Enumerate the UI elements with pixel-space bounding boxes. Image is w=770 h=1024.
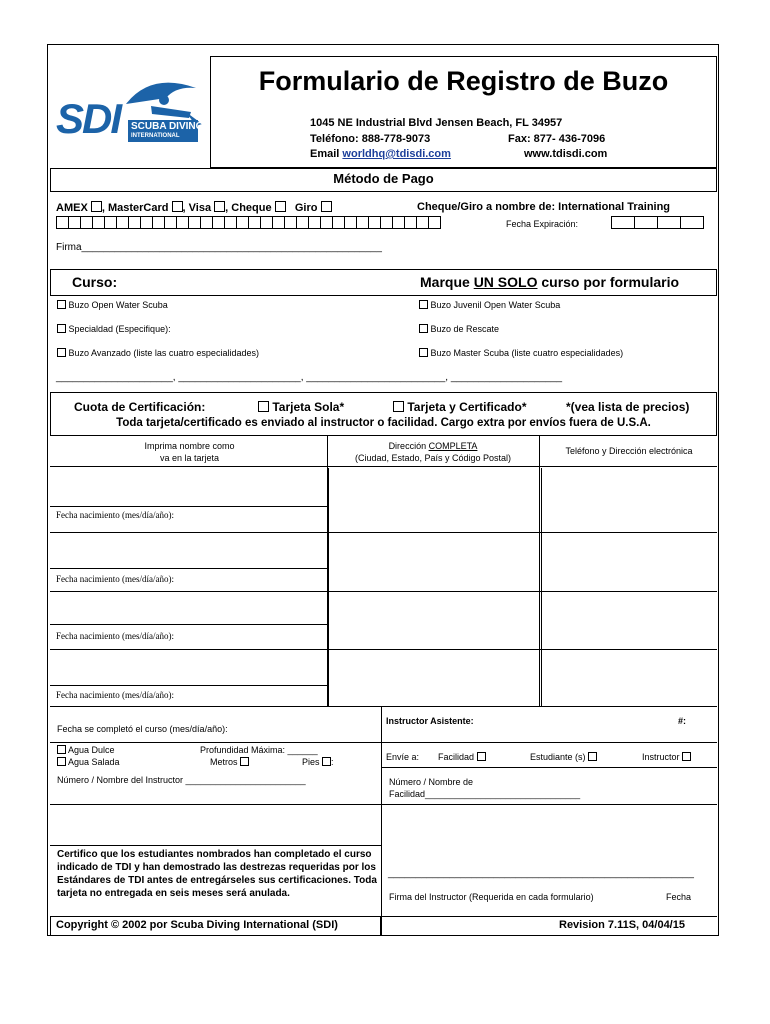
birth-date-label[interactable]: Fecha nacimiento (mes/día/año):: [56, 690, 174, 700]
feet-option[interactable]: Pies :: [302, 757, 334, 767]
max-depth[interactable]: Profundidad Máxima: ______: [200, 745, 318, 755]
signature-date-label: Fecha: [666, 892, 692, 902]
meters-option[interactable]: Metros: [210, 757, 249, 767]
option-junior-open-water[interactable]: Buzo Juvenil Open Water Scuba: [419, 300, 560, 310]
option-card-only[interactable]: Tarjeta Sola*: [258, 400, 344, 414]
giro-checkbox[interactable]: [321, 201, 332, 212]
sdi-logo: [56, 76, 204, 148]
birth-date-label[interactable]: Fecha nacimiento (mes/día/año):: [56, 574, 174, 584]
table-header-address: Dirección COMPLETA (Ciudad, Estado, País y Código Postal): [354, 441, 512, 463]
option-advanced[interactable]: Buzo Avanzado (liste las cuatro especialidades): [57, 348, 259, 358]
instructor-signature-label: Firma del Instructor (Requerida en cada formulario): [389, 892, 594, 902]
send-instructor[interactable]: Instructor: [642, 752, 691, 762]
payment-title: Método de Pago: [333, 171, 434, 186]
logo-badge: [128, 120, 204, 142]
salt-water-checkbox[interactable]: [57, 757, 66, 766]
send-student-checkbox[interactable]: [588, 752, 597, 761]
cheque-label: , Cheque: [225, 202, 272, 214]
master-checkbox[interactable]: [419, 348, 428, 357]
email-link[interactable]: worldhq@tdisdi.com: [342, 148, 451, 160]
card-only-checkbox[interactable]: [258, 401, 269, 412]
mastercard-checkbox[interactable]: [172, 201, 183, 212]
website: www.tdisdi.com: [524, 148, 608, 160]
course-label: Curso:: [72, 274, 118, 290]
logo-subtitle: SCUBA DIVING: [131, 121, 204, 132]
logo-letters: SDI: [56, 95, 121, 142]
cheque-checkbox[interactable]: [275, 201, 286, 212]
assistant-number[interactable]: #:: [678, 716, 687, 726]
card-number-cells[interactable]: [57, 216, 441, 229]
completion-date[interactable]: Fecha se completó el curso (mes/día/año):: [57, 724, 228, 734]
copyright: Copyright © 2002 por Scuba Diving International (SDI): [56, 919, 338, 931]
specialty-checkbox[interactable]: [57, 324, 66, 333]
instructor-number[interactable]: Número / Nombre del Instructor ________________________: [57, 775, 306, 785]
mastercard-label: , MasterCard: [101, 202, 169, 214]
junior-open-water-checkbox[interactable]: [419, 300, 428, 309]
option-specialty[interactable]: Specialdad (Especifique):: [57, 324, 171, 334]
table-header-name: Imprima nombre como va en la tarjeta: [144, 441, 235, 463]
instructor-signature-line[interactable]: _______________________________________________________: [388, 868, 694, 879]
revision: Revision 7.11S, 04/04/15: [559, 919, 685, 931]
giro-label: Giro: [294, 202, 318, 214]
card-cert-checkbox[interactable]: [393, 401, 404, 412]
payment-methods: [56, 201, 332, 214]
meters-checkbox[interactable]: [240, 757, 249, 766]
logo-subtitle-2: INTERNATIONAL: [131, 133, 180, 139]
send-facility[interactable]: Facilidad: [438, 752, 486, 762]
option-rescue[interactable]: Buzo de Rescate: [419, 324, 499, 334]
feet-checkbox[interactable]: [322, 757, 331, 766]
fax: Fax: 877- 436-7096: [508, 133, 606, 145]
signature-line[interactable]: Firma______________________________________________________: [56, 242, 382, 253]
table-header-contact: Teléfono y Dirección electrónica: [565, 446, 693, 456]
option-card-cert[interactable]: Tarjeta y Certificado*: [393, 400, 527, 414]
phone: Teléfono: 888-778-9073: [310, 133, 431, 145]
table-divider-2: [539, 436, 540, 706]
fresh-water-checkbox[interactable]: [57, 745, 66, 754]
course-instruction: Marque UN SOLO curso por formulario: [420, 274, 680, 290]
salt-water-option[interactable]: Agua Salada: [57, 757, 120, 767]
page-title: Formulario de Registro de Buzo: [258, 66, 669, 96]
send-instructor-checkbox[interactable]: [682, 752, 691, 761]
expiration-cells[interactable]: [612, 216, 704, 229]
address: 1045 NE Industrial Blvd Jensen Beach, FL 34957: [310, 117, 563, 129]
send-student[interactable]: Estudiante (s): [530, 752, 597, 762]
visa-label: , Visa: [182, 202, 212, 214]
certification-statement: Certifico que los estudiantes nombrados han completado el curso indicado de TDI y han demostrado las destrezas requeridas por los Estándares de TDI antes de entregárseles sus certificaciones. Toda tarjeta no entregada en seis meses será anulada.: [57, 849, 377, 899]
rescue-checkbox[interactable]: [419, 324, 428, 333]
option-open-water[interactable]: Buzo Open Water Scuba: [57, 300, 168, 310]
advanced-checkbox[interactable]: [57, 348, 66, 357]
open-water-checkbox[interactable]: [57, 300, 66, 309]
send-to-label: Envíe a:: [386, 752, 420, 762]
certification-box: [50, 392, 717, 436]
email-label: Email: [310, 148, 340, 160]
fresh-water-option[interactable]: Agua Dulce: [57, 745, 115, 755]
birth-date-label[interactable]: Fecha nacimiento (mes/día/año):: [56, 631, 174, 641]
shipping-note: Toda tarjeta/certificado es enviado al instructor o facilidad. Cargo extra por envíos fuera de U.S.A.: [116, 417, 651, 429]
specialty-lines[interactable]: _____________________, ______________________, _________________________, ____________________: [56, 372, 563, 383]
payable-to: Cheque/Giro a nombre de: International Training: [417, 201, 671, 213]
email-line: [310, 148, 451, 160]
expiration-label: Fecha Expiración:: [506, 219, 579, 229]
option-master[interactable]: Buzo Master Scuba (liste cuatro especialidades): [419, 348, 623, 358]
table-header-bottom: [50, 466, 717, 467]
amex-checkbox[interactable]: [91, 201, 102, 212]
facility-number[interactable]: Número / Nombre de Facilidad_______________________________: [389, 777, 581, 799]
price-note: *(vea lista de precios): [566, 400, 690, 414]
send-facility-checkbox[interactable]: [477, 752, 486, 761]
birth-date-label[interactable]: Fecha nacimiento (mes/día/año):: [56, 510, 174, 520]
amex-label: AMEX: [56, 202, 88, 214]
certification-fee: Cuota de Certificación:: [74, 400, 206, 414]
visa-checkbox[interactable]: [214, 201, 225, 212]
assistant-instructor[interactable]: Instructor Asistente:: [386, 716, 474, 726]
completion-divider: [381, 706, 382, 936]
